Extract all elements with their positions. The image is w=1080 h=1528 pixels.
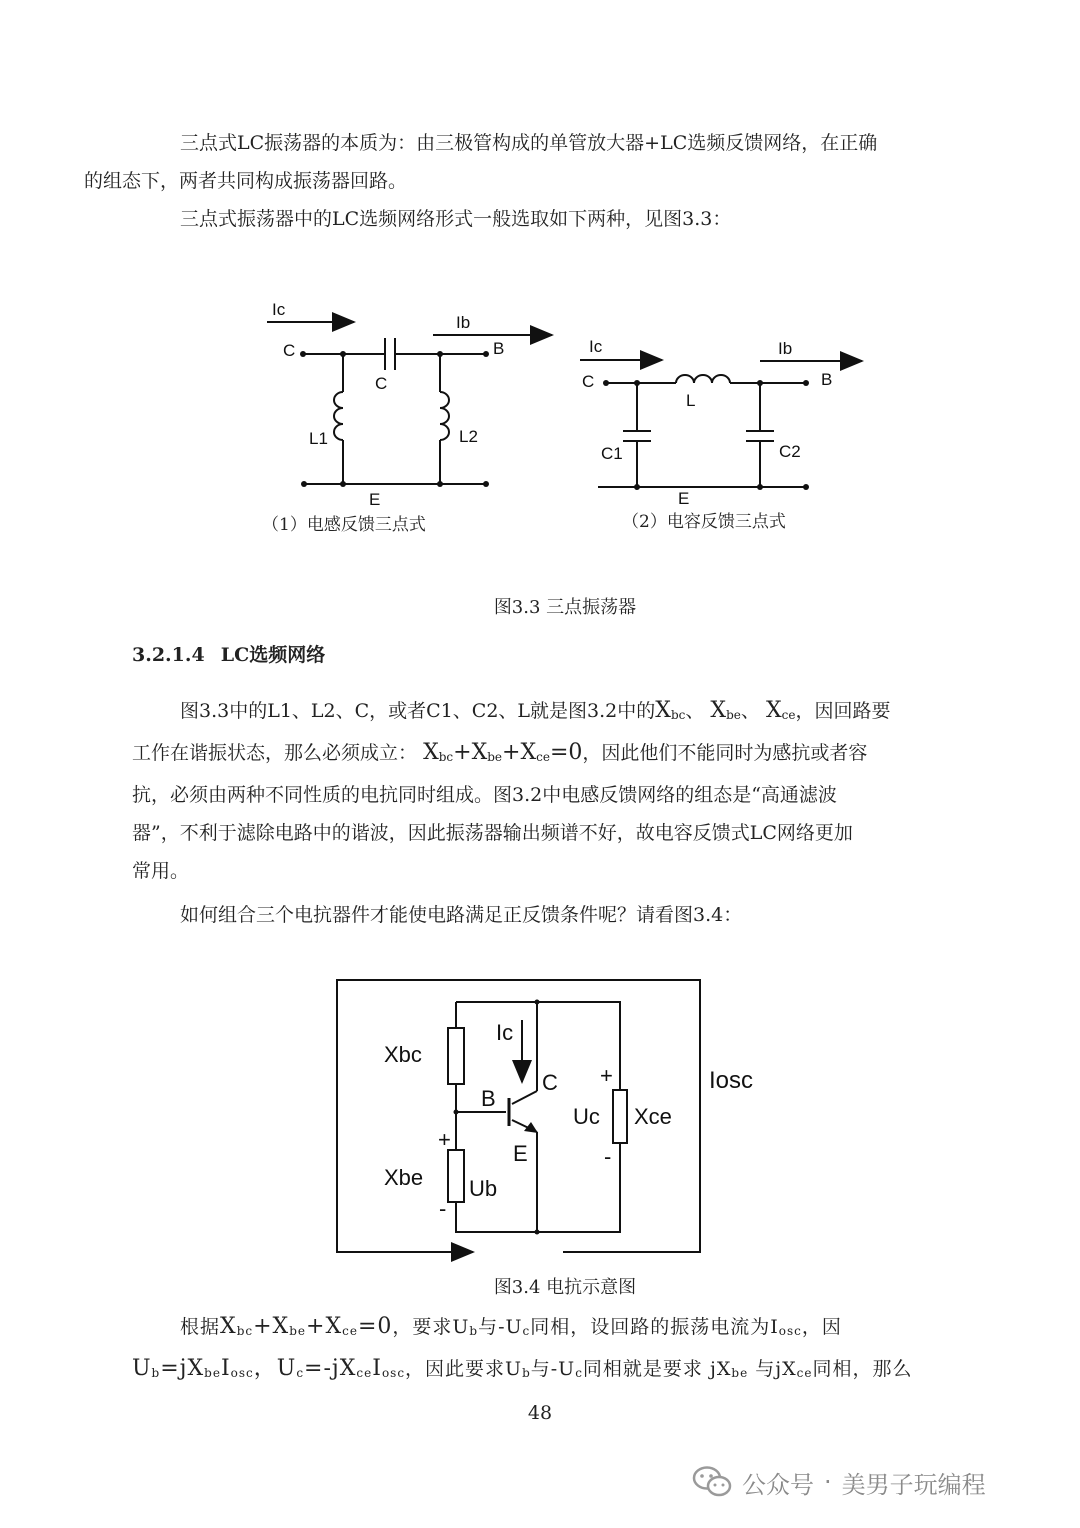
paragraph-1-line-2: 的组态下，两者共同构成振荡器回路。 bbox=[84, 170, 408, 192]
separator: 、 bbox=[685, 700, 705, 722]
paragraph-1 bbox=[84, 124, 952, 200]
footer-watermark bbox=[692, 1462, 986, 1502]
page-number: 48 bbox=[527, 1402, 553, 1424]
subscript: b bbox=[151, 1366, 161, 1380]
c1-label-node-b: B bbox=[493, 339, 505, 358]
subscript: bc bbox=[670, 708, 686, 722]
plus-sign: + bbox=[306, 1314, 326, 1339]
paragraph-5-text: =-jX bbox=[304, 1356, 357, 1381]
equals-zero: =0 bbox=[549, 740, 583, 765]
subscript: be bbox=[289, 1324, 306, 1338]
section-title: LC选频网络 bbox=[220, 644, 326, 666]
figure-3-4 bbox=[330, 975, 770, 1265]
paragraph-3-text: 工作在谐振状态，那么必须成立： bbox=[132, 742, 418, 764]
subscript: be bbox=[731, 1366, 749, 1380]
reactance-symbol: X bbox=[272, 1314, 290, 1339]
subscript: ce bbox=[796, 1366, 813, 1380]
paragraph-5-text: ，要求U bbox=[392, 1316, 470, 1338]
c1-label-node-c: C bbox=[283, 341, 296, 360]
c-label: C bbox=[542, 1070, 558, 1095]
paragraph-5-text: I bbox=[220, 1356, 231, 1381]
paragraph-2: 三点式振荡器中的LC选频网络形式一般选取如下两种，见图3.3： bbox=[180, 208, 732, 230]
equals-zero: =0 bbox=[357, 1314, 393, 1339]
separator: 、 bbox=[740, 700, 760, 722]
subscript: b bbox=[522, 1366, 531, 1380]
paragraph-5-text: ，U bbox=[253, 1356, 297, 1381]
uc-minus: - bbox=[604, 1144, 612, 1169]
wechat-icon bbox=[692, 1465, 732, 1499]
c2-label-node-b: B bbox=[821, 370, 833, 389]
c2-label-ic: Ic bbox=[589, 337, 603, 356]
xbe-label: Xbe bbox=[384, 1165, 424, 1190]
subscript: ce bbox=[356, 1366, 373, 1380]
ub-label: Ub bbox=[469, 1176, 498, 1201]
plus-sign: + bbox=[502, 740, 521, 765]
paragraph-5-text: 同相，那么 bbox=[812, 1358, 913, 1380]
figure-3-3-sub-caption-2: （2）电容反馈三点式 bbox=[622, 512, 786, 532]
b-label: B bbox=[481, 1086, 496, 1111]
uc-plus: + bbox=[600, 1063, 613, 1088]
subscript: c bbox=[575, 1366, 583, 1380]
subscript: be bbox=[487, 750, 503, 764]
figure-3-3-caption: 图3.3 三点振荡器 bbox=[493, 597, 637, 618]
subscript: osc bbox=[230, 1366, 254, 1380]
reactance-symbol: X bbox=[423, 740, 439, 765]
c2-label-node-c: C bbox=[582, 372, 595, 391]
paragraph-3 bbox=[132, 692, 952, 890]
c1-label-node-e: E bbox=[369, 490, 381, 509]
paragraph-5-text: U bbox=[132, 1356, 152, 1381]
reactance-symbol: X bbox=[220, 1314, 237, 1339]
subscript: be bbox=[204, 1366, 221, 1380]
subscript: osc bbox=[778, 1324, 802, 1338]
footer-dot: · bbox=[824, 1468, 832, 1496]
uc-label: Uc bbox=[573, 1104, 600, 1129]
c2-label-c2: C2 bbox=[779, 442, 801, 461]
c2-label-node-e: E bbox=[678, 489, 690, 508]
c1-label-ib: Ib bbox=[456, 313, 471, 332]
plus-sign: + bbox=[453, 740, 472, 765]
xbc-label: Xbc bbox=[384, 1042, 422, 1067]
paragraph-3-line-4: 器”，不利于滤除电路中的谐波，因此振荡器输出频谱不好，故电容反馈式LC网络更加 bbox=[132, 822, 853, 844]
subscript: osc bbox=[381, 1366, 406, 1380]
footer-account-name: 美男子玩编程 bbox=[841, 1470, 986, 1499]
paragraph-5-text: ，因 bbox=[801, 1316, 842, 1338]
reactance-symbol: X bbox=[710, 698, 727, 723]
figure-3-3-sub-caption-1: （1）电感反馈三点式 bbox=[262, 515, 426, 535]
iosc-label: Iosc bbox=[709, 1067, 754, 1094]
ub-minus: - bbox=[439, 1196, 447, 1221]
paragraph-1-line-1: 三点式LC振荡器的本质为：由三极管构成的单管放大器+LC选频反馈网络，在正确 bbox=[180, 132, 878, 154]
c1-label-l1: L1 bbox=[309, 429, 328, 448]
subscript: ce bbox=[342, 1324, 358, 1338]
subscript: be bbox=[726, 708, 741, 722]
subscript: bc bbox=[236, 1324, 254, 1338]
paragraph-5-text: 与jX bbox=[748, 1358, 797, 1380]
c1-label-cap: C bbox=[375, 374, 388, 393]
subscript: bc bbox=[438, 750, 454, 764]
xce-label: Xce bbox=[634, 1104, 672, 1129]
reactance-symbol: X bbox=[765, 698, 782, 723]
reactance-symbol: X bbox=[471, 740, 488, 765]
paragraph-3-line-5: 常用。 bbox=[132, 860, 190, 882]
paragraph-5-text: I bbox=[372, 1356, 382, 1381]
subscript: ce bbox=[536, 750, 550, 764]
c2-label-c1: C1 bbox=[601, 444, 623, 463]
paragraph-3-line-3: 抗，必须由两种不同性质的电抗同时组成。图3.2中电感反馈网络的组态是“高通滤波 bbox=[132, 784, 837, 806]
paragraph-5-text: 同相，设回路的振荡电流为I bbox=[530, 1316, 779, 1338]
section-number: 3.2.1.4 bbox=[132, 644, 205, 666]
subscript: ce bbox=[781, 708, 796, 722]
subscript: c bbox=[296, 1366, 305, 1380]
c2-label-ib: Ib bbox=[778, 339, 793, 358]
ic-label: Ic bbox=[496, 1020, 514, 1045]
ub-plus: + bbox=[438, 1127, 451, 1152]
c1-label-ic: Ic bbox=[272, 300, 286, 319]
plus-sign: + bbox=[253, 1314, 273, 1339]
reactance-symbol: X bbox=[655, 698, 671, 723]
figure-3-4-caption: 图3.4 电抗示意图 bbox=[493, 1277, 637, 1298]
paragraph-5-text: ，因此要求U bbox=[405, 1358, 523, 1380]
paragraph-5-text: 与-U bbox=[530, 1358, 576, 1380]
paragraph-5-text: 同相就是要求 jX bbox=[582, 1358, 732, 1380]
e-label: E bbox=[513, 1141, 528, 1166]
paragraph-3-text: 图3.3中的L1、L2、C，或者C1、C2、L就是图3.2中的 bbox=[180, 700, 656, 722]
paragraph-5-text: 根据 bbox=[180, 1316, 221, 1338]
subscript: b bbox=[469, 1324, 479, 1338]
section-heading bbox=[132, 640, 325, 667]
paragraph-3-text: ，因此他们不能同时为感抗或者容 bbox=[582, 742, 868, 764]
c1-label-l2: L2 bbox=[459, 427, 478, 446]
paragraph-5 bbox=[132, 1308, 952, 1392]
paragraph-4: 如何组合三个电抗器件才能使电路满足正反馈条件呢？请看图3.4： bbox=[180, 904, 743, 926]
footer-label: 公众号 bbox=[742, 1470, 814, 1499]
paragraph-5-text: =jX bbox=[160, 1356, 205, 1381]
subscript: c bbox=[522, 1324, 531, 1338]
reactance-symbol: X bbox=[325, 1314, 343, 1339]
c2-label-ind: L bbox=[686, 391, 696, 410]
paragraph-5-text: 与-U bbox=[478, 1316, 523, 1338]
paragraph-3-text: ，因回路要 bbox=[795, 700, 891, 722]
reactance-symbol: X bbox=[520, 740, 537, 765]
